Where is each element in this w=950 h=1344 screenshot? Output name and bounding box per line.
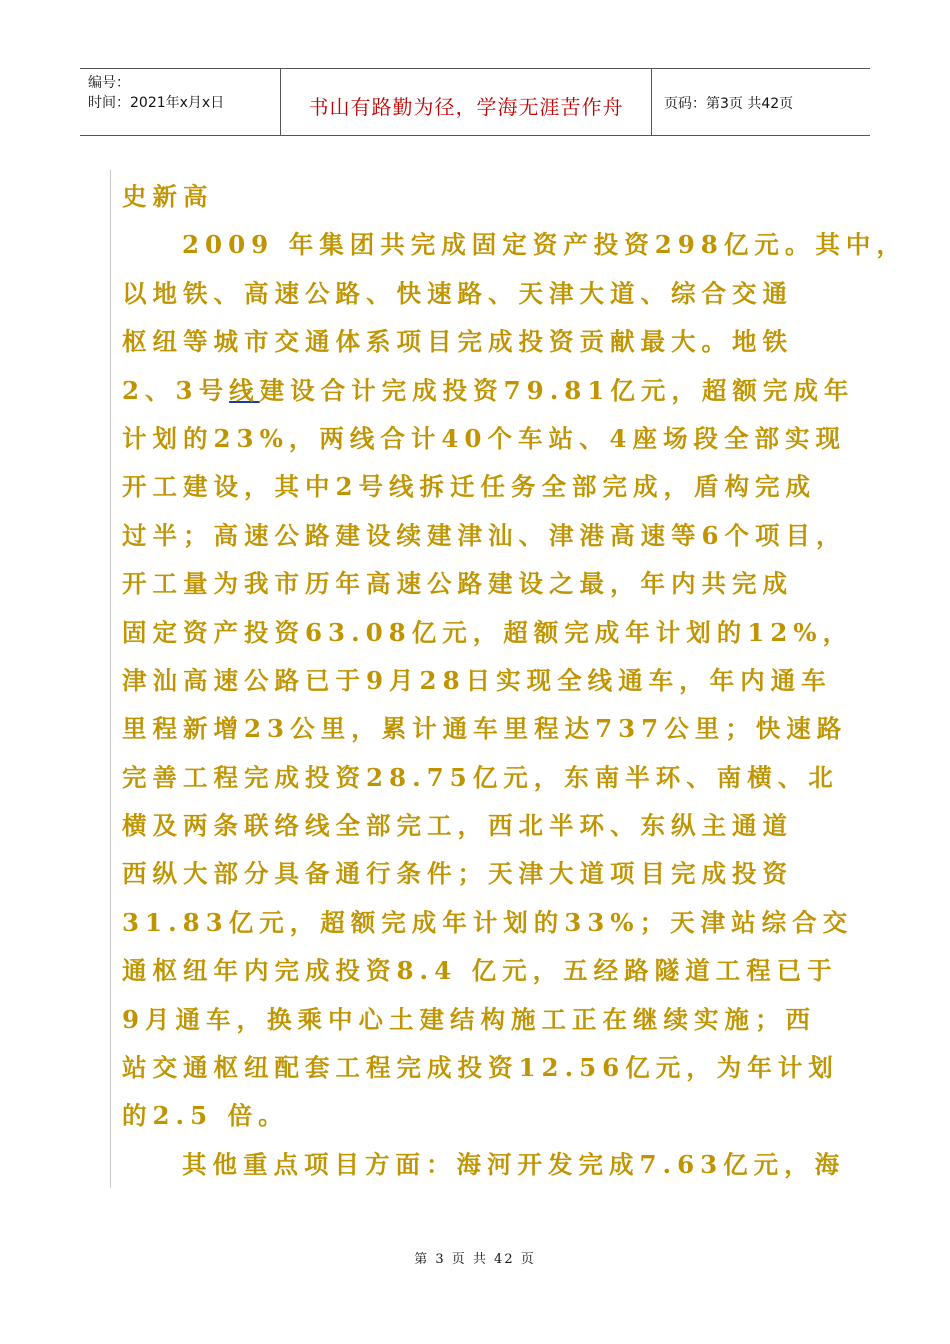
document-body	[122, 173, 907, 1189]
header-meta	[80, 69, 280, 135]
body-line: 计划的23%，两线合计40个车站、4座场段全部实现	[122, 423, 847, 453]
underlined-word: 线	[229, 375, 260, 405]
code-label: 编号：	[88, 75, 130, 91]
time-label: 时间：2021年x月x日	[88, 95, 225, 111]
body-line: 固定资产投资63.08亿元，超额完成年计划的12%，	[122, 617, 854, 647]
body-line: 的2.5 倍。	[122, 1101, 289, 1131]
page-header	[80, 68, 870, 136]
body-line: 通枢纽年内完成投资8.4 亿元，五经路隧道工程已于	[122, 956, 838, 986]
body-line: 过半；高速公路建设续建津汕、津港高速等6个项目，	[122, 520, 847, 550]
page-footer: 第 3 页 共 42 页	[414, 1252, 536, 1267]
body-text-span: 2、3号	[122, 375, 230, 405]
page-info: 页码：第3页 共42页	[664, 96, 794, 112]
body-line: 站交通枢纽配套工程完成投资12.56亿元，为年计划	[122, 1053, 839, 1083]
body-line: 开工量为我市历年高速公路建设之最，年内共完成	[122, 569, 793, 599]
motto: 书山有路勤为径，学海无涯苦作舟	[308, 95, 624, 119]
body-line: 31.83亿元，超额完成年计划的33%；天津站综合交	[122, 907, 854, 937]
body-text-span: 建设合计完成投资79.81亿元，超额完成年	[259, 375, 855, 405]
body-line-with-link	[122, 367, 855, 415]
body-line: 枢纽等城市交通体系项目完成投资贡献最大。地铁	[122, 327, 793, 357]
body-line: 完善工程完成投资28.75亿元，东南半环、南横、北	[122, 762, 839, 792]
body-line: 9月通车，换乘中心土建结构施工正在继续实施；西	[122, 1004, 817, 1034]
body-line: 里程新增23公里，累计通车里程达737公里；快速路	[122, 714, 848, 744]
body-line: 其他重点项目方面：海河开发完成7.63亿元，海	[182, 1149, 846, 1179]
body-line: 史新高	[122, 182, 214, 211]
body-line: 2009 年集团共完成固定资产投资298亿元。其中，	[182, 230, 907, 260]
body-line: 横及两条联络线全部完工，西北半环、东纵主通道	[122, 811, 793, 841]
body-line: 以地铁、高速公路、快速路、天津大道、综合交通	[122, 278, 793, 308]
body-line: 西纵大部分具备通行条件；天津大道项目完成投资	[122, 859, 793, 889]
header-motto-cell	[280, 69, 652, 135]
margin-line	[110, 170, 111, 1188]
body-line: 开工建设，其中2号线拆迁任务全部完成，盾构完成	[122, 472, 817, 502]
body-line: 津汕高速公路已于9月28日实现全线通车，年内通车	[122, 665, 832, 695]
